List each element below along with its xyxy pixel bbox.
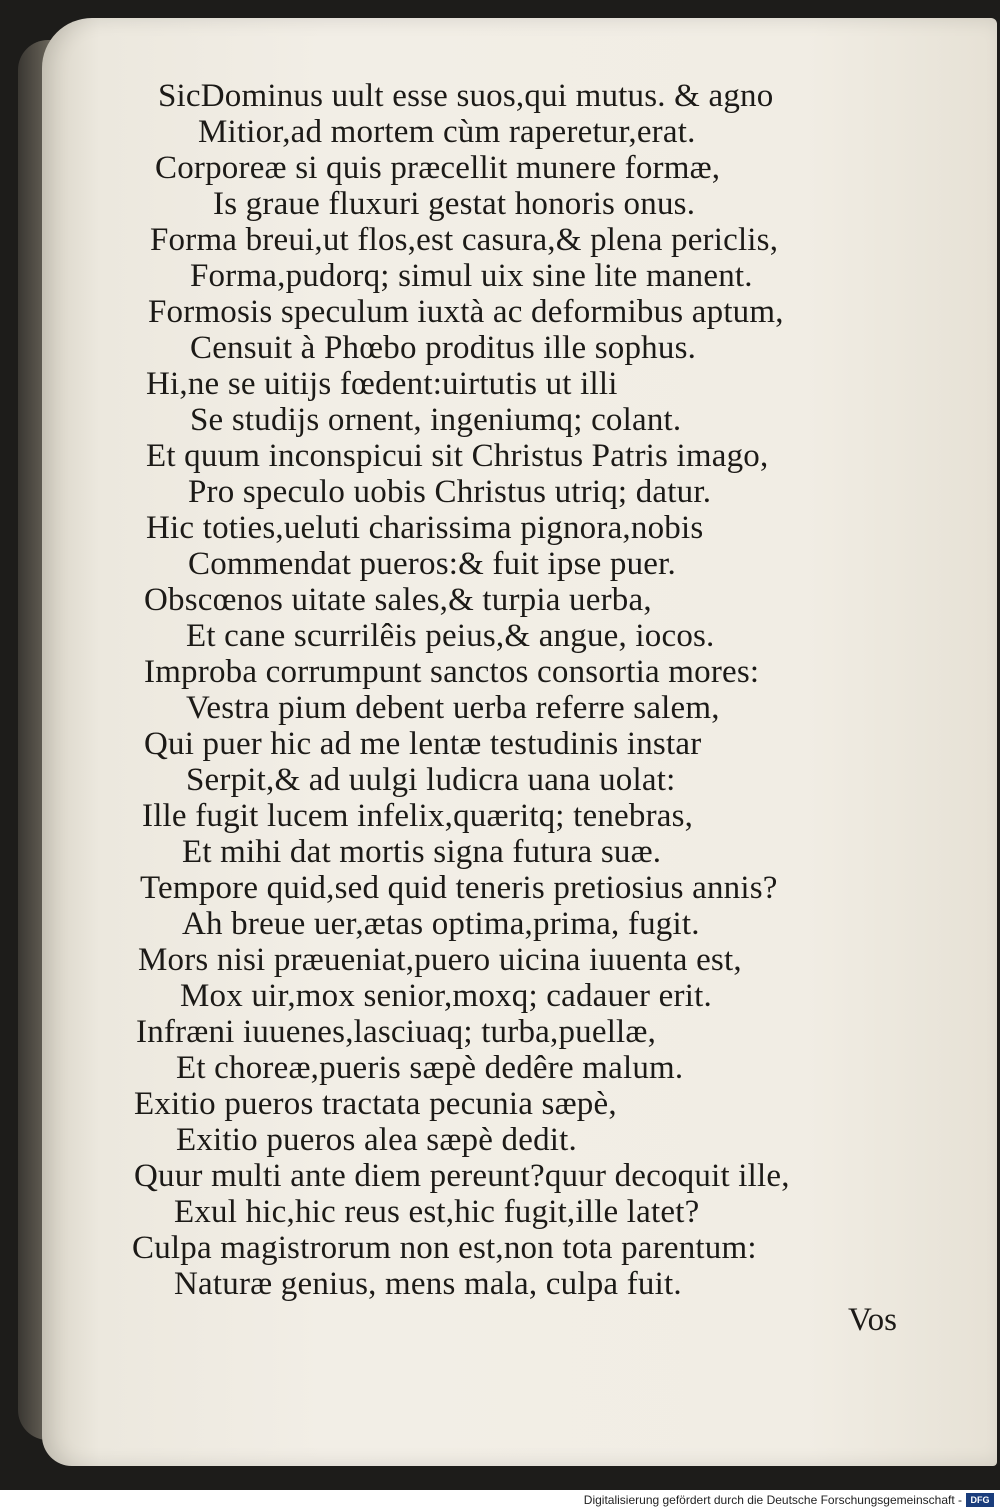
verse-line: Et choreæ,pueris sæpè dedêre malum. xyxy=(176,1050,684,1086)
verse-line: Mox uir,mox senior,moxq; cadauer erit. xyxy=(180,978,712,1014)
verse-line: Censuit à Phœbo proditus ille sophus. xyxy=(190,330,697,366)
catchword: Vos xyxy=(848,1302,897,1338)
verse-line: Obscœnos uitate sales,& turpia uerba, xyxy=(144,582,652,618)
verse-line: Hic toties,ueluti charissima pignora,nobis xyxy=(146,510,704,546)
verse-line: Improba corrumpunt sanctos consortia mores: xyxy=(144,654,760,690)
verse-line: Qui puer hic ad me lentæ testudinis instar xyxy=(144,726,702,762)
verse-line: Ah breue uer,ætas optima,prima, fugit. xyxy=(182,906,700,942)
verse-line: Commendat pueros:& fuit ipse puer. xyxy=(188,546,676,582)
verse-line: Et mihi dat mortis signa futura suæ. xyxy=(182,834,662,870)
verse-line: Corporeæ si quis præcellit munere formæ, xyxy=(155,150,721,186)
verse-line: Is graue fluxuri gestat honoris onus. xyxy=(213,186,696,222)
verse-line: Se studijs ornent, ingeniumq; colant. xyxy=(190,402,682,438)
verse-line: Vestra pium debent uerba referre salem, xyxy=(186,690,720,726)
dfg-logo: DFG xyxy=(966,1493,994,1507)
verse-line: Forma,pudorq; simul uix sine lite manent. xyxy=(190,258,753,294)
verse-line: Hi,ne se uitijs fœdent:uirtutis ut illi xyxy=(146,366,618,402)
verse-line: Quur multi ante diem pereunt?quur decoquit ille, xyxy=(134,1158,790,1194)
verse-line: Forma breui,ut flos,est casura,& plena periclis, xyxy=(150,222,779,258)
verse-line: Infræni iuuenes,lasciuaq; turba,puellæ, xyxy=(136,1014,657,1050)
verse-line: Pro speculo uobis Christus utriq; datur. xyxy=(188,474,712,510)
verse-line: Serpit,& ad uulgi ludicra uana uolat: xyxy=(186,762,676,798)
verse-line: Et cane scurrilêis peius,& angue, iocos. xyxy=(186,618,715,654)
verse-line: Formosis speculum iuxtà ac deformibus aptum, xyxy=(148,294,784,330)
footer-bar xyxy=(0,1490,1000,1511)
verse-line: Tempore quid,sed quid teneris pretiosius annis? xyxy=(140,870,778,906)
verse-line: Exul hic,hic reus est,hic fugit,ille latet? xyxy=(174,1194,700,1230)
verse-line: Exitio pueros alea sæpè dedit. xyxy=(176,1122,577,1158)
verse-line: Et quum inconspicui sit Christus Patris imago, xyxy=(146,438,769,474)
verse-line: Ille fugit lucem infelix,quæritq; tenebras, xyxy=(142,798,694,834)
verse-line: SicDominus uult esse suos,qui mutus. & agno xyxy=(158,78,774,114)
verse-line: Naturæ genius, mens mala, culpa fuit. xyxy=(174,1266,682,1302)
verse-line: Exitio pueros tractata pecunia sæpè, xyxy=(134,1086,617,1122)
verse-line: Culpa magistrorum non est,non tota parentum: xyxy=(132,1230,757,1266)
funding-credit: Digitalisierung gefördert durch die Deutsche Forschungsgemeinschaft - xyxy=(583,1493,962,1507)
verse-line: Mitior,ad mortem cùm raperetur,erat. xyxy=(198,114,696,150)
verse-line: Mors nisi præueniat,puero uicina iuuenta est, xyxy=(138,942,742,978)
